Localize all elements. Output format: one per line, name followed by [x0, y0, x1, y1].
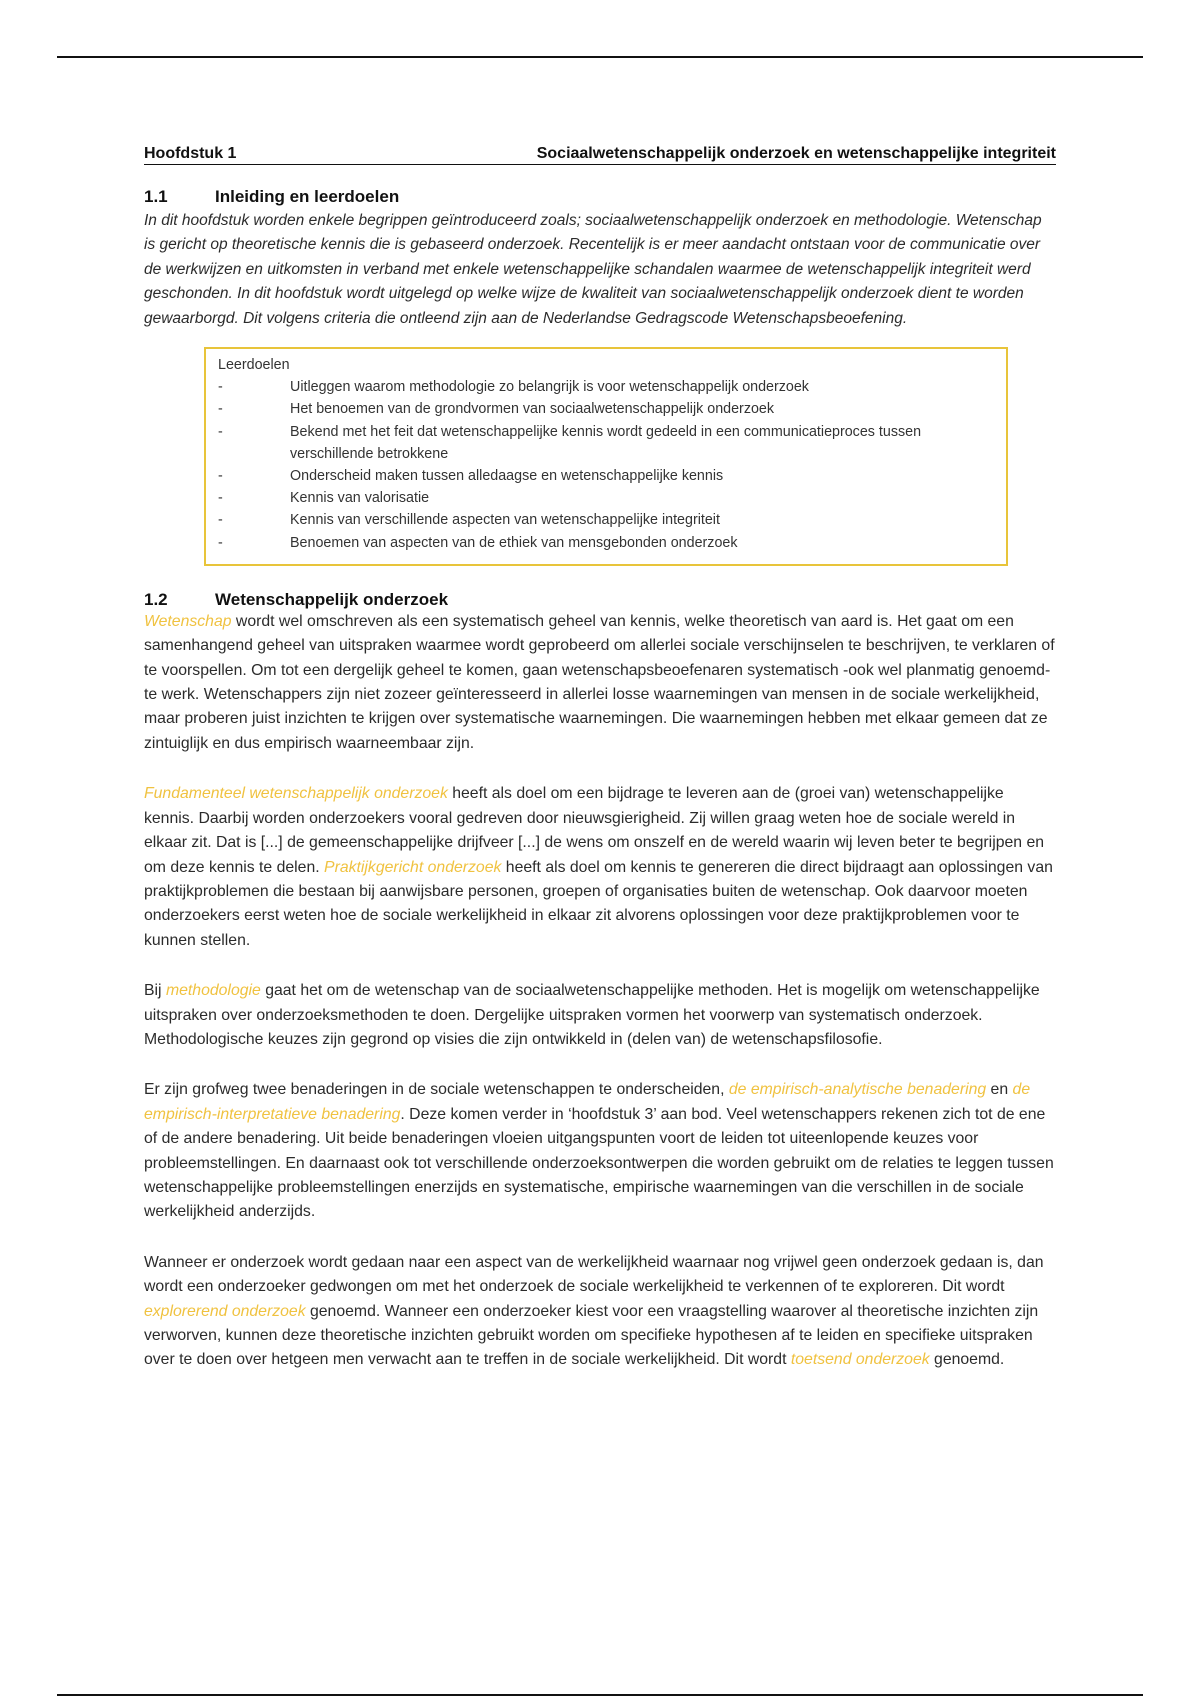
learning-goals-box: [204, 347, 1008, 566]
learning-goal-text: Het benoemen van de grondvormen van sociaalwetenschappelijk onderzoek: [290, 401, 775, 418]
bullet-dash: -: [218, 468, 223, 485]
chapter-label: Hoofdstuk 1: [144, 145, 237, 162]
section-number: 1.1: [144, 187, 168, 206]
paragraph-text: genoemd. Wanneer een onderzoeker kiest voor een vraagstelling waarover al theoretische inzichten zijn verworven, kunnen deze theoretische inzichten gebruikt worden om specifieke hypothesen af te leiden en specifieke uitspraken over te doen over hetgeen men verwacht aan te treffen in de sociale werkelijkheid. Dit wordt: [144, 1302, 1039, 1369]
learning-goal-item: [218, 398, 994, 420]
paragraph-text: Bij: [144, 982, 166, 1000]
paragraph-text: Er zijn grofweg twee benaderingen in de sociale wetenschappen te onderscheiden,: [144, 1081, 729, 1099]
chapter-title: Sociaalwetenschappelijk onderzoek en wetenschappelijke integriteit: [536, 145, 1056, 162]
top-rule: [57, 56, 1143, 58]
learning-goal-item: [218, 532, 994, 554]
learning-goal-item: [218, 487, 994, 509]
highlighted-term: explorerend onderzoek: [144, 1302, 306, 1320]
learning-goal-text: Kennis van verschillende aspecten van wetenschappelijke integriteit: [290, 512, 720, 529]
highlighted-term: methodologie: [165, 982, 261, 1000]
section-heading-1-2: [144, 590, 1056, 610]
paragraph-text: heeft als doel om een bijdrage te leveren aan de (groei van) wetenschappelijke kennis. Daarbij worden onderzoekers vooral gedreven door nieuwsgierigheid. Zij willen graag weten hoe de sociale wereld in elkaar zit. Dat is [...] de gemeenschappelijke drijfveer [...] de wens om onszelf en de wereld waarin wij leven beter te begrijpen en om deze kennis te delen.: [144, 785, 1045, 876]
learning-goal-item: [218, 421, 994, 465]
bullet-dash: -: [218, 379, 223, 396]
bullet-dash: -: [218, 490, 223, 507]
learning-goal-text: Uitleggen waarom methodologie zo belangrijk is voor wetenschappelijk onderzoek: [290, 379, 809, 396]
chapter-header: [144, 145, 1056, 165]
bullet-dash: -: [218, 534, 223, 551]
bullet-dash: -: [218, 401, 223, 418]
paragraph-text: Wanneer er onderzoek wordt gedaan naar een aspect van de werkelijkheid waarnaar nog vrijwel geen onderzoek gedaan is, dan wordt een onderzoeker gedwongen om met het onderzoek de sociale werkelijkheid te verkennen of te exploreren. Dit wordt: [144, 1253, 1044, 1296]
section-number: 1.2: [144, 589, 168, 609]
section-title: Inleiding en leerdoelen: [215, 187, 400, 206]
paragraph-fundamenteel: [144, 782, 1056, 953]
paragraph-text: heeft als doel om kennis te genereren die direct bijdraagt aan oplossingen van praktijkproblemen die bestaan bij aanwijsbare personen, groepen of organisaties buiten de wetenschap. Ook daarvoor moeten onderzoekers eerst weten hoe de sociale werkelijkheid in elkaar zit alvorens oplossingen voor deze praktijkproblemen voor te kunnen stellen.: [144, 858, 1053, 949]
learning-goal-item: [218, 509, 994, 531]
learning-goals-title: Leerdoelen: [218, 357, 290, 374]
highlighted-term: de empirisch-analytische benadering: [728, 1081, 987, 1099]
paragraph-text: gaat het om de wetenschap van de sociaalwetenschappelijke methoden. Het is mogelijk om wetenschappelijke uitspraken over onderzoeksmethoden te doen. Dergelijke uitspraken vormen het voorwerp van systematisch onderzoek. Methodologische keuzes zijn gegrond op visies die zijn ontwikkeld in (delen van) de wetenschapsfilosofie.: [144, 982, 1040, 1048]
paragraph-wetenschap: [144, 610, 1056, 756]
paragraph-methodologie: [144, 979, 1056, 1052]
learning-goal-item: [218, 465, 994, 487]
bullet-dash: -: [218, 423, 223, 440]
bullet-dash: -: [218, 512, 223, 529]
learning-goal-text: Bekend met het feit dat wetenschappelijke kennis wordt gedeeld in een communicatieproces tussen verschillende betrokkene: [290, 423, 922, 462]
highlighted-term: Wetenschap: [144, 612, 232, 630]
bottom-rule: [57, 1694, 1143, 1696]
learning-goal-item: [218, 376, 994, 398]
document-page: [144, 145, 1056, 1373]
highlighted-term: toetsend onderzoek: [790, 1351, 930, 1369]
highlighted-term: Fundamenteel wetenschappelijk onderzoek: [144, 785, 448, 803]
paragraph-text: en: [986, 1081, 1013, 1099]
paragraph-text: wordt wel omschreven als een systematisch geheel van kennis, welke theoretisch van aard is. Het gaat om een samenhangend geheel van uitspraken waarmee wordt geprobeerd om allerlei sociale verschijnselen te beschrijven, te verklaren of te voorspellen. Om tot een dergelijk geheel te komen, gaan wetenschapsbeoefenaren systematisch -ook wel planmatig genoemd- te werk. Wetenschappers zijn niet zozeer geïnteresseerd in allerlei losse waarnemingen van mensen in de sociale werkelijkheid, maar proberen juist inzichten te krijgen over systematische waarnemingen. Die waarnemingen hebben met elkaar gemeen dat ze zintuiglijk en dus empirisch waarneembaar zijn.: [144, 612, 1055, 752]
paragraph-text: genoemd.: [929, 1351, 1005, 1369]
paragraph-benaderingen: [144, 1078, 1056, 1224]
intro-paragraph: In dit hoofdstuk worden enkele begrippen geïntroduceerd zoals; sociaalwetenschappelijk onderzoek en methodologie. Wetenschap is gericht op theoretische kennis die is gebaseerd onderzoek. Recentelijk is er meer aandacht ontstaan voor de communicatie over de werkwijzen en uitkomsten in verband met enkele wetenschappelijke schandalen waarmee de wetenschappelijk integriteit werd geschonden. In dit hoofdstuk wordt uitgelegd op welke wijze de kwaliteit van sociaalwetenschappelijk onderzoek dient te worden gewaarborgd. Dit volgens criteria die ontleend zijn aan de Nederlandse Gedragscode Wetenschapsbeoefening.: [144, 212, 1042, 327]
learning-goal-text: Benoemen van aspecten van de ethiek van mensgebonden onderzoek: [290, 534, 738, 551]
paragraph-explorerend: [144, 1251, 1056, 1373]
learning-goal-text: Onderscheid maken tussen alledaagse en wetenschappelijke kennis: [290, 468, 724, 485]
section-heading-1-1: [144, 187, 1056, 207]
learning-goal-text: Kennis van valorisatie: [290, 490, 430, 507]
paragraph-text: . Deze komen verder in ‘hoofdstuk 3’ aan bod. Veel wetenschappers rekenen zich tot de ene of de andere benadering. Uit beide benaderingen vloeien uitgangspunten voort de leiden tot uiteenlopende keuzes voor probleemstellingen. En daarnaast ook tot verschillende onderzoeksontwerpen die worden gebruikt om de relaties te leggen tussen wetenschappelijke probleemstellingen enerzijds en systematische, empirische waarnemingen van die verschillen in de sociale werkelijkheid anderzijds.: [144, 1105, 1054, 1221]
section-title: Wetenschappelijk onderzoek: [215, 589, 449, 609]
highlighted-term: de empirisch-interpretatieve benadering: [144, 1081, 1031, 1123]
learning-goals-list: [218, 376, 994, 554]
highlighted-term: Praktijkgericht onderzoek: [324, 858, 502, 876]
